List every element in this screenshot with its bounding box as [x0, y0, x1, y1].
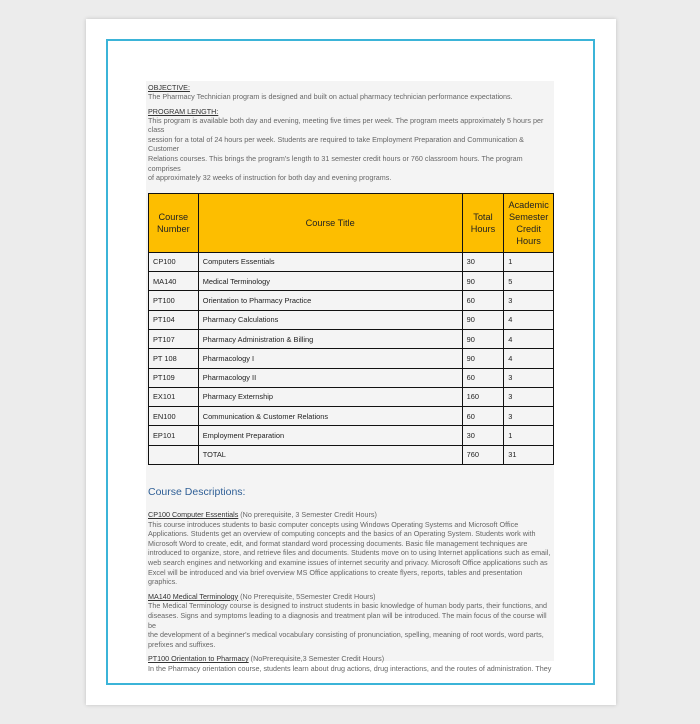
- course-title-link: MA140 Medical Terminology: [148, 591, 239, 601]
- description-line: introduced to organize, store, and retrieve files and documents. Students move on to using Internet applications such as email,: [148, 548, 551, 558]
- credit-hours: 3: [504, 291, 554, 310]
- table-row: [149, 407, 554, 426]
- course-number: EP101: [149, 426, 199, 445]
- description-line: This course introduces students to basic computer concepts using Windows Operating Systems and Microsoft Office: [148, 519, 519, 529]
- course-title: Medical Terminology: [198, 272, 462, 291]
- course-title: Computers Essentials: [198, 252, 462, 271]
- course-description-text: [148, 601, 552, 649]
- credit-hours: 4: [504, 329, 554, 348]
- description-line: prefixes and suffixes.: [148, 639, 216, 649]
- course-prereq-note: (No prerequisite, 3 Semester Credit Hours): [238, 510, 377, 520]
- credit-hours: 3: [504, 387, 554, 406]
- course-descriptions-heading: Course Descriptions:: [148, 486, 246, 499]
- header-credit-hours: Academic Semester Credit Hours: [504, 193, 554, 252]
- course-title: Pharmacy Administration & Billing: [198, 329, 462, 348]
- total-hours: 760: [462, 445, 504, 464]
- table-row: [149, 329, 554, 348]
- table-row: [149, 426, 554, 445]
- course-prereq-note: (No Prerequisite, 5Semester Credit Hours): [238, 591, 376, 601]
- description-line: In the Pharmacy orientation course, students learn about drug actions, drug interactions, and the routes of administration. They: [148, 663, 552, 673]
- course-title: Pharmacy Externship: [198, 387, 462, 406]
- total-hours: 90: [462, 329, 504, 348]
- course-title: Pharmacology I: [198, 349, 462, 368]
- description-line: the development of a beginner's medical vocabulary consisting of pronunciation, spelling, meaning of root words, word parts,: [148, 630, 544, 640]
- total-hours: 60: [462, 291, 504, 310]
- course-title: Employment Preparation: [198, 426, 462, 445]
- table-total-row: [149, 445, 554, 464]
- course-number: PT107: [149, 329, 199, 348]
- course-description-text: [148, 520, 552, 587]
- total-hours: 30: [462, 252, 504, 271]
- credit-hours: 3: [504, 368, 554, 387]
- total-hours: 160: [462, 387, 504, 406]
- credit-hours: 1: [504, 426, 554, 445]
- header-course-number: Course Number: [149, 193, 199, 252]
- program-length-label: PROGRAM LENGTH:: [148, 106, 219, 116]
- course-description-text: [148, 664, 552, 674]
- course-prereq-note: (NoPrerequisite,3 Semester Credit Hours): [248, 654, 385, 664]
- course-number: PT109: [149, 368, 199, 387]
- course-number: PT100: [149, 291, 199, 310]
- course-title: Pharmacology II: [198, 368, 462, 387]
- credit-hours: 31: [504, 445, 554, 464]
- description-line: Applications. Students get an overview of computing concepts and the basics of an Operating System. Students work with: [148, 529, 536, 539]
- course-number: EX101: [149, 387, 199, 406]
- course-number: MA140: [149, 272, 199, 291]
- course-number: PT 108: [149, 349, 199, 368]
- description-line: The Medical Terminology course is designed to instruct students in basic knowledge of human body parts, their functions, and: [148, 601, 547, 611]
- table-row: [149, 310, 554, 329]
- table-row: [149, 387, 554, 406]
- credit-hours: 1: [504, 252, 554, 271]
- description-line: web search engines and networking and examine issues of internet security and privacy. Microsoft Office applications such as: [148, 557, 548, 567]
- description-line: Excel will be introduced and via brief overview MS Office applications to create flyers, reports, tables and presentation graphics.: [148, 567, 523, 587]
- credit-hours: 3: [504, 407, 554, 426]
- course-description-title: [148, 510, 552, 520]
- course-description-title: [148, 654, 552, 664]
- program-length-line: session for a total of 24 hours per week. Students are required to take Employment Preparation and Communication & Customer: [148, 134, 524, 154]
- course-description-title: [148, 592, 552, 602]
- document-page: [86, 19, 616, 705]
- total-hours: 60: [462, 407, 504, 426]
- objective-text: The Pharmacy Technician program is designed and built on actual pharmacy technician performance expectations.: [148, 92, 513, 101]
- total-hours: 30: [462, 426, 504, 445]
- course-number: [149, 445, 199, 464]
- course-table-header-row: [149, 193, 554, 252]
- course-title: Pharmacy Calculations: [198, 310, 462, 329]
- total-hours: 90: [462, 349, 504, 368]
- total-hours: 90: [462, 272, 504, 291]
- table-row: [149, 291, 554, 310]
- total-label: TOTAL: [198, 445, 462, 464]
- total-hours: 90: [462, 310, 504, 329]
- program-length-line: of approximately 32 weeks of instruction for both day and evening programs.: [148, 173, 392, 183]
- credit-hours: 5: [504, 272, 554, 291]
- course-number: PT104: [149, 310, 199, 329]
- table-row: [149, 272, 554, 291]
- course-number: CP100: [149, 252, 199, 271]
- credit-hours: 4: [504, 349, 554, 368]
- total-hours: 60: [462, 368, 504, 387]
- header-total-hours: Total Hours: [462, 193, 504, 252]
- program-length-line: This program is available both day and evening, meeting five times per week. The program meets approximately 5 hours per class: [148, 115, 544, 135]
- program-length-line: Relations courses. This brings the program's length to 31 semester credit hours or 760 classroom hours. The program comprises: [148, 153, 523, 173]
- course-title: Communication & Customer Relations: [198, 407, 462, 426]
- objective-label: OBJECTIVE:: [148, 83, 190, 92]
- course-number: EN100: [149, 407, 199, 426]
- table-row: [149, 252, 554, 271]
- course-title-link: PT100 Orientation to Pharmacy: [148, 654, 249, 664]
- description-line: Microsoft Word to create, edit, and format standard word processing documents. Basic file management techniques are: [148, 538, 528, 548]
- course-title: Orientation to Pharmacy Practice: [198, 291, 462, 310]
- course-title-link: CP100 Computer Essentials: [148, 510, 239, 520]
- table-row: [149, 349, 554, 368]
- credit-hours: 4: [504, 310, 554, 329]
- page-content: [146, 81, 554, 673]
- table-row: [149, 368, 554, 387]
- description-line: diseases. Signs and symptoms leading to a diagnosis and treatment plan will be introduced. The main focus of the course will be: [148, 610, 547, 630]
- header-course-title: Course Title: [198, 193, 462, 252]
- course-table: [148, 193, 554, 465]
